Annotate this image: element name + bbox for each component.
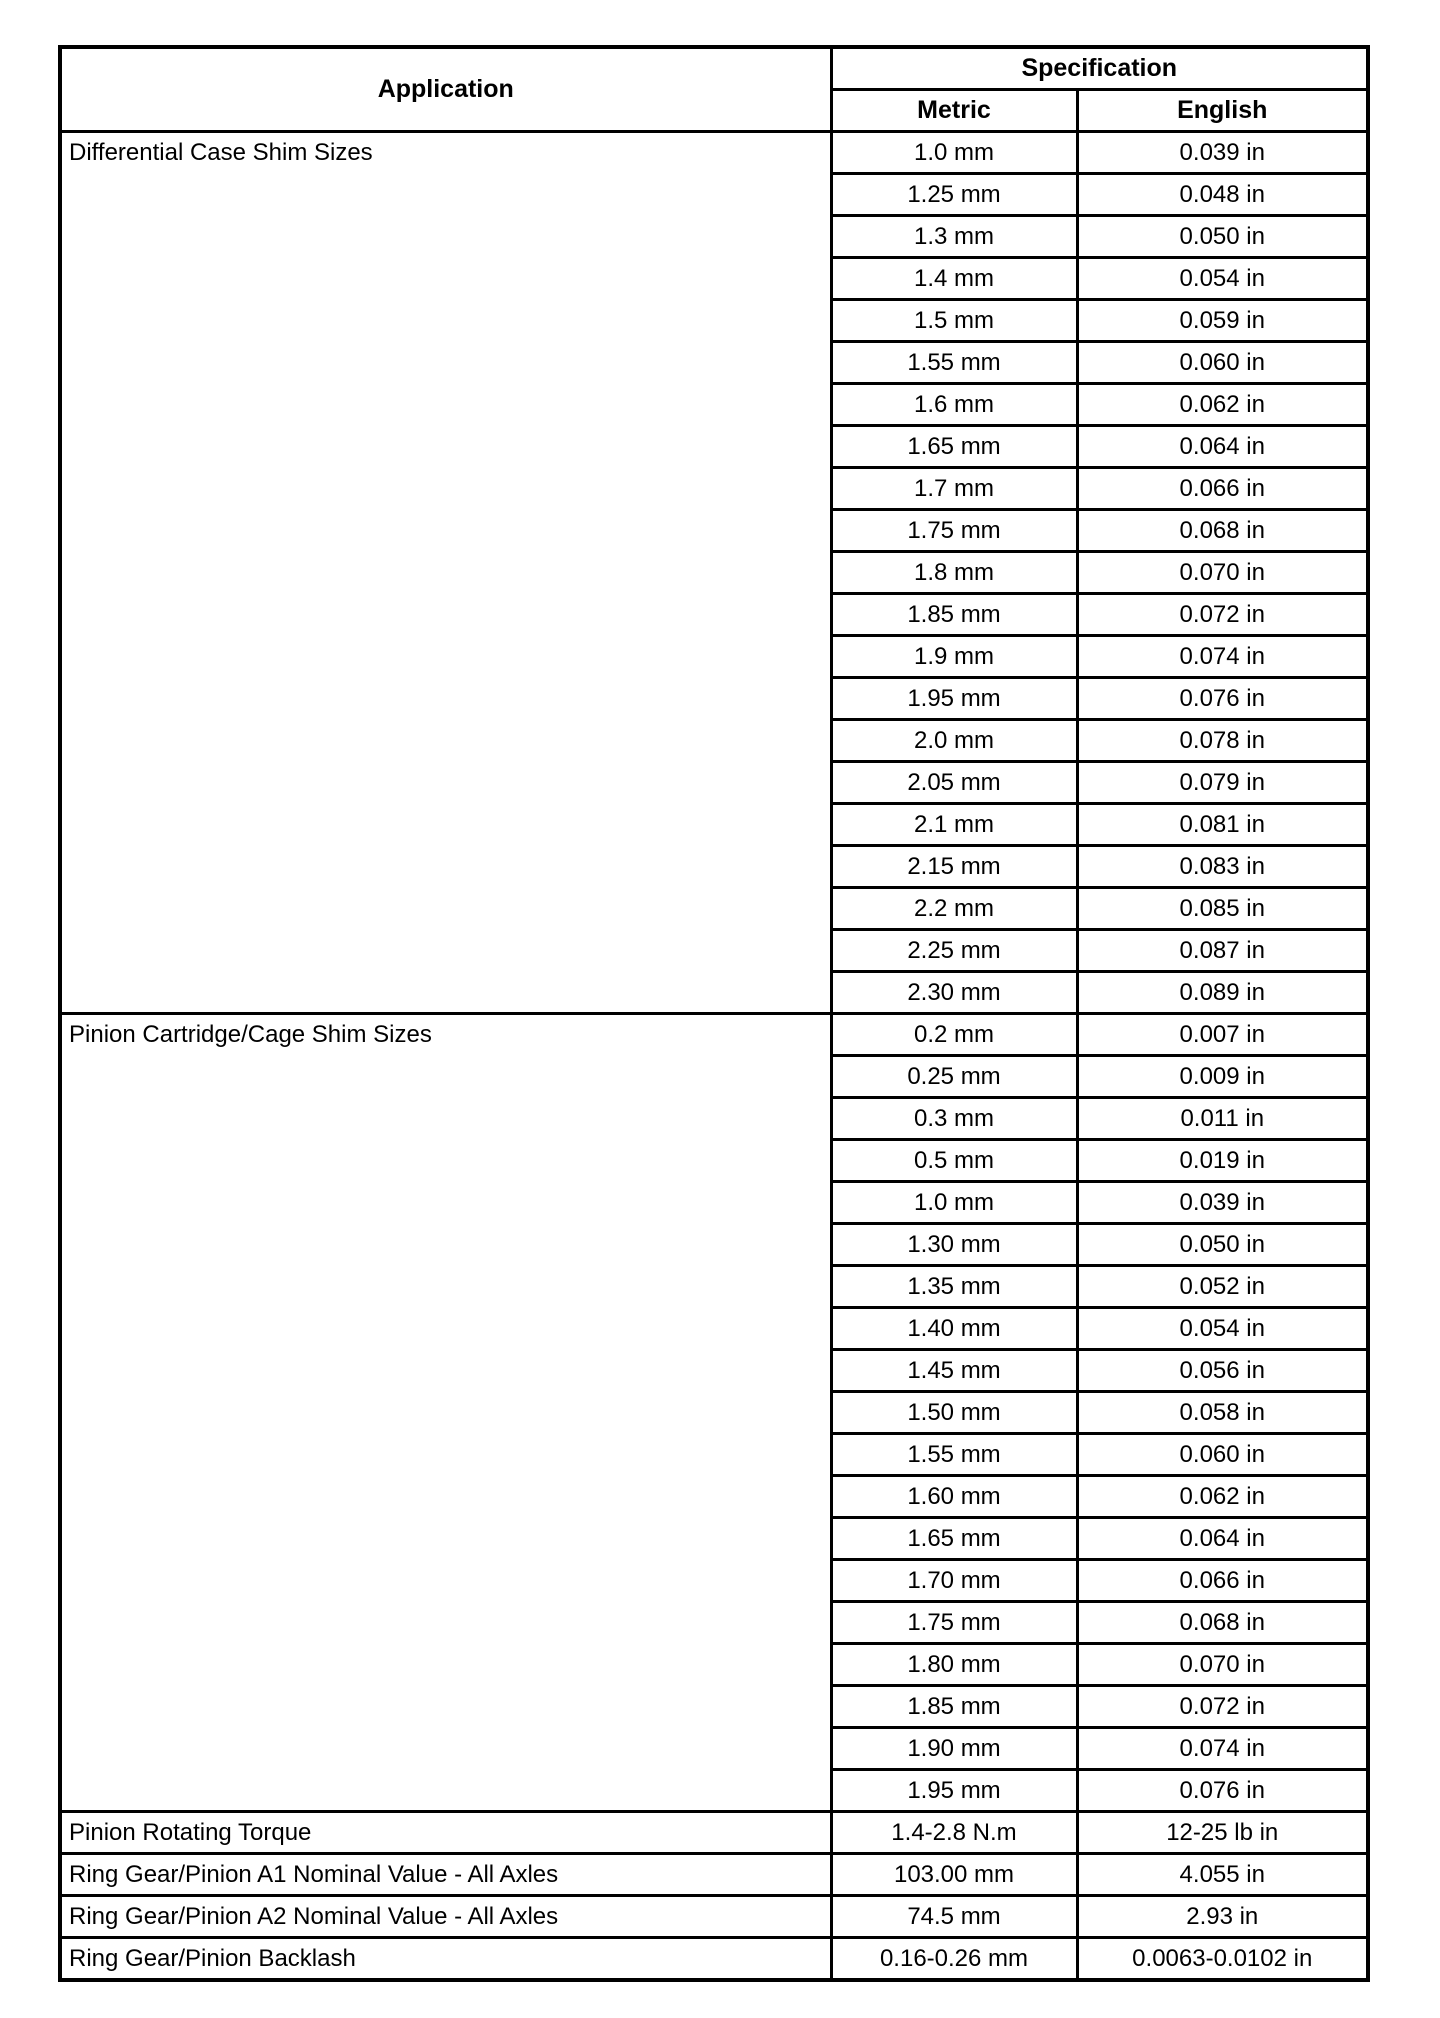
table-row — [60, 1896, 1368, 1938]
english-value-cell: 0.068 in — [1077, 510, 1368, 552]
english-value-cell: 12-25 lb in — [1077, 1812, 1368, 1854]
english-header: English — [1077, 90, 1368, 132]
metric-value-cell: 2.2 mm — [831, 888, 1077, 930]
english-value-cell: 0.087 in — [1077, 930, 1368, 972]
application-cell: Ring Gear/Pinion Backlash — [60, 1938, 831, 1981]
english-value-cell: 2.93 in — [1077, 1896, 1368, 1938]
metric-value-cell: 1.40 mm — [831, 1308, 1077, 1350]
english-value-cell: 0.060 in — [1077, 1434, 1368, 1476]
english-value-cell: 0.076 in — [1077, 678, 1368, 720]
metric-value-cell: 0.16-0.26 mm — [831, 1938, 1077, 1981]
english-value-cell: 0.009 in — [1077, 1056, 1368, 1098]
metric-value-cell: 0.3 mm — [831, 1098, 1077, 1140]
metric-value-cell: 0.5 mm — [831, 1140, 1077, 1182]
application-cell: Pinion Rotating Torque — [60, 1812, 831, 1854]
specification-table — [58, 45, 1370, 1982]
specification-header: Specification — [831, 47, 1368, 90]
english-value-cell: 0.085 in — [1077, 888, 1368, 930]
english-value-cell: 0.059 in — [1077, 300, 1368, 342]
english-value-cell: 0.072 in — [1077, 1686, 1368, 1728]
metric-value-cell: 1.3 mm — [831, 216, 1077, 258]
application-cell: Differential Case Shim Sizes — [60, 132, 831, 1014]
metric-value-cell: 103.00 mm — [831, 1854, 1077, 1896]
metric-value-cell: 2.30 mm — [831, 972, 1077, 1014]
metric-value-cell: 1.7 mm — [831, 468, 1077, 510]
metric-value-cell: 2.15 mm — [831, 846, 1077, 888]
english-value-cell: 0.079 in — [1077, 762, 1368, 804]
table-header — [60, 47, 1368, 132]
metric-value-cell: 1.70 mm — [831, 1560, 1077, 1602]
english-value-cell: 0.064 in — [1077, 1518, 1368, 1560]
metric-value-cell: 1.25 mm — [831, 174, 1077, 216]
english-value-cell: 0.070 in — [1077, 552, 1368, 594]
table-row — [60, 1854, 1368, 1896]
metric-value-cell: 1.65 mm — [831, 426, 1077, 468]
metric-value-cell: 2.05 mm — [831, 762, 1077, 804]
english-value-cell: 0.066 in — [1077, 468, 1368, 510]
metric-value-cell: 1.8 mm — [831, 552, 1077, 594]
english-value-cell: 0.072 in — [1077, 594, 1368, 636]
english-value-cell: 0.064 in — [1077, 426, 1368, 468]
english-value-cell: 0.068 in — [1077, 1602, 1368, 1644]
english-value-cell: 0.050 in — [1077, 1224, 1368, 1266]
table-row — [60, 1014, 1368, 1056]
metric-value-cell: 1.55 mm — [831, 342, 1077, 384]
metric-value-cell: 1.60 mm — [831, 1476, 1077, 1518]
english-value-cell: 4.055 in — [1077, 1854, 1368, 1896]
metric-value-cell: 1.9 mm — [831, 636, 1077, 678]
application-cell: Ring Gear/Pinion A2 Nominal Value - All Axles — [60, 1896, 831, 1938]
metric-value-cell: 1.4 mm — [831, 258, 1077, 300]
english-value-cell: 0.081 in — [1077, 804, 1368, 846]
english-value-cell: 0.062 in — [1077, 384, 1368, 426]
table-row — [60, 1938, 1368, 1981]
metric-header: Metric — [831, 90, 1077, 132]
metric-value-cell: 1.30 mm — [831, 1224, 1077, 1266]
english-value-cell: 0.007 in — [1077, 1014, 1368, 1056]
english-value-cell: 0.074 in — [1077, 1728, 1368, 1770]
metric-value-cell: 1.5 mm — [831, 300, 1077, 342]
metric-value-cell: 1.95 mm — [831, 1770, 1077, 1812]
english-value-cell: 0.054 in — [1077, 258, 1368, 300]
english-value-cell: 0.056 in — [1077, 1350, 1368, 1392]
metric-value-cell: 1.6 mm — [831, 384, 1077, 426]
english-value-cell: 0.078 in — [1077, 720, 1368, 762]
metric-value-cell: 0.25 mm — [831, 1056, 1077, 1098]
english-value-cell: 0.066 in — [1077, 1560, 1368, 1602]
english-value-cell: 0.048 in — [1077, 174, 1368, 216]
metric-value-cell: 1.75 mm — [831, 510, 1077, 552]
english-value-cell: 0.074 in — [1077, 636, 1368, 678]
english-value-cell: 0.019 in — [1077, 1140, 1368, 1182]
english-value-cell: 0.070 in — [1077, 1644, 1368, 1686]
english-value-cell: 0.076 in — [1077, 1770, 1368, 1812]
english-value-cell: 0.058 in — [1077, 1392, 1368, 1434]
application-header: Application — [60, 47, 831, 132]
metric-value-cell: 2.0 mm — [831, 720, 1077, 762]
english-value-cell: 0.054 in — [1077, 1308, 1368, 1350]
metric-value-cell: 1.85 mm — [831, 594, 1077, 636]
english-value-cell: 0.050 in — [1077, 216, 1368, 258]
metric-value-cell: 2.25 mm — [831, 930, 1077, 972]
metric-value-cell: 1.4-2.8 N.m — [831, 1812, 1077, 1854]
english-value-cell: 0.052 in — [1077, 1266, 1368, 1308]
metric-value-cell: 1.0 mm — [831, 132, 1077, 174]
table-body — [60, 132, 1368, 1981]
english-value-cell: 0.062 in — [1077, 1476, 1368, 1518]
metric-value-cell: 1.80 mm — [831, 1644, 1077, 1686]
english-value-cell: 0.039 in — [1077, 132, 1368, 174]
metric-value-cell: 1.50 mm — [831, 1392, 1077, 1434]
english-value-cell: 0.0063-0.0102 in — [1077, 1938, 1368, 1981]
english-value-cell: 0.089 in — [1077, 972, 1368, 1014]
table-row — [60, 1812, 1368, 1854]
metric-value-cell: 1.85 mm — [831, 1686, 1077, 1728]
metric-value-cell: 1.75 mm — [831, 1602, 1077, 1644]
metric-value-cell: 1.95 mm — [831, 678, 1077, 720]
application-cell: Pinion Cartridge/Cage Shim Sizes — [60, 1014, 831, 1812]
metric-value-cell: 1.0 mm — [831, 1182, 1077, 1224]
metric-value-cell: 74.5 mm — [831, 1896, 1077, 1938]
english-value-cell: 0.083 in — [1077, 846, 1368, 888]
metric-value-cell: 1.45 mm — [831, 1350, 1077, 1392]
metric-value-cell: 1.35 mm — [831, 1266, 1077, 1308]
english-value-cell: 0.011 in — [1077, 1098, 1368, 1140]
metric-value-cell: 1.90 mm — [831, 1728, 1077, 1770]
metric-value-cell: 2.1 mm — [831, 804, 1077, 846]
table-row — [60, 132, 1368, 174]
metric-value-cell: 1.65 mm — [831, 1518, 1077, 1560]
metric-value-cell: 0.2 mm — [831, 1014, 1077, 1056]
application-cell: Ring Gear/Pinion A1 Nominal Value - All Axles — [60, 1854, 831, 1896]
english-value-cell: 0.039 in — [1077, 1182, 1368, 1224]
english-value-cell: 0.060 in — [1077, 342, 1368, 384]
metric-value-cell: 1.55 mm — [831, 1434, 1077, 1476]
